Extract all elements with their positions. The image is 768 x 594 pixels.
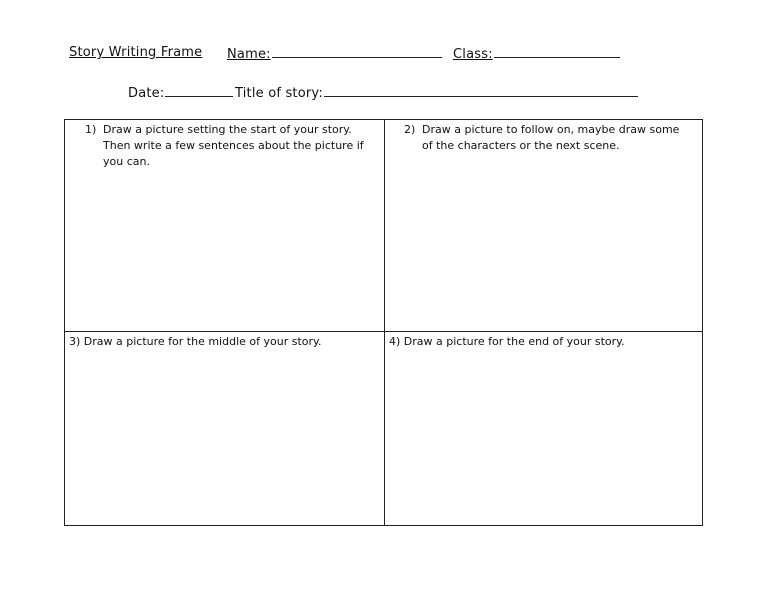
date-line [165, 84, 233, 97]
name-line [272, 45, 442, 58]
story-title-line [324, 84, 638, 97]
class-field[interactable] [453, 45, 620, 62]
grid-vertical-divider [384, 120, 385, 525]
box-2-number: 2) [404, 123, 416, 136]
box-1-instruction: Draw a picture setting the start of your story. Then write a few sentences about the picture if you can. [103, 123, 364, 168]
box-3-middle[interactable] [69, 334, 369, 350]
name-field[interactable] [227, 45, 442, 62]
box-1-number: 1) [85, 123, 97, 136]
box-4-end[interactable] [389, 334, 689, 350]
story-frame-grid [64, 119, 703, 526]
box-4-instruction: 4) Draw a picture for the end of your story. [389, 335, 625, 348]
grid-horizontal-divider [65, 331, 702, 332]
story-title-field[interactable] [235, 84, 638, 101]
story-title-label: Title of story: [235, 86, 323, 101]
name-label: Name: [227, 47, 271, 62]
frame-title: Story Writing Frame [69, 45, 203, 60]
box-2-instruction: Draw a picture to follow on, maybe draw some of the characters or the next scene. [422, 123, 680, 152]
date-field[interactable] [128, 84, 233, 101]
date-label: Date: [128, 86, 165, 101]
box-3-instruction: 3) Draw a picture for the middle of your story. [69, 335, 322, 348]
class-line [494, 45, 620, 58]
class-label: Class: [453, 47, 493, 62]
